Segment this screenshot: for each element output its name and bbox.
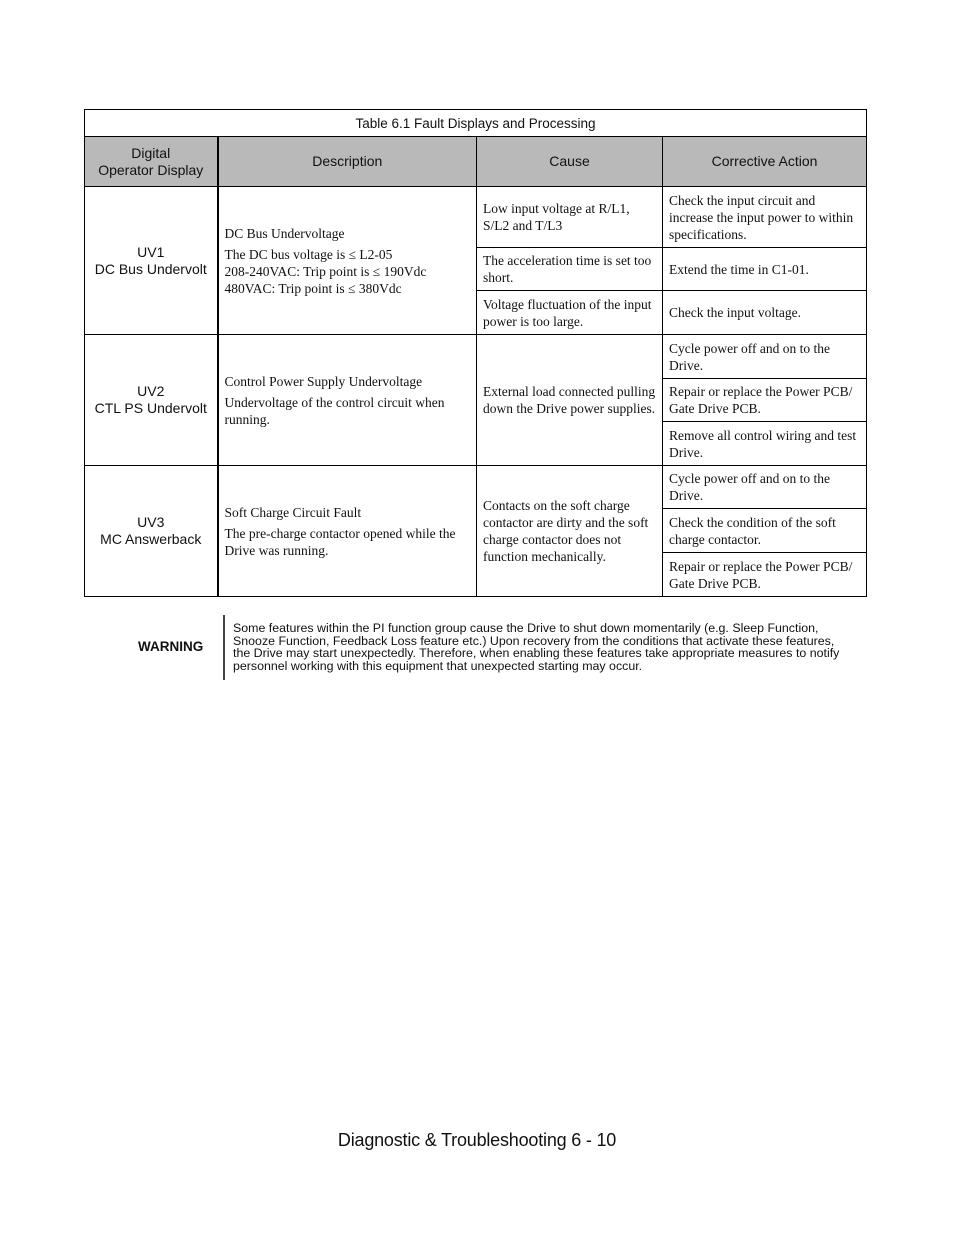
header-display-line1: Digital bbox=[131, 144, 171, 161]
fault-name: CTL PS Undervolt bbox=[94, 400, 207, 416]
fault-description-title: Soft Charge Circuit Fault bbox=[224, 504, 362, 520]
cause-cell: Voltage fluctuation of the input power is too large. bbox=[477, 291, 663, 335]
header-display-line2: Operator Display bbox=[98, 161, 204, 178]
action-cell: Cycle power off and on to the Drive. bbox=[663, 335, 867, 379]
warning-block bbox=[84, 615, 866, 680]
fault-display-cell bbox=[85, 335, 218, 466]
fault-description-line: 480VAC: Trip point is ≤ 380Vdc bbox=[224, 280, 402, 296]
fault-name: DC Bus Undervolt bbox=[94, 260, 207, 277]
fault-description-title: Control Power Supply Undervoltage bbox=[224, 373, 423, 389]
table-row bbox=[85, 335, 867, 379]
fault-description-cell bbox=[218, 335, 477, 466]
fault-description-text bbox=[225, 246, 471, 297]
action-cell: Cycle power off and on to the Drive. bbox=[663, 466, 867, 509]
fault-description-line: The DC bus voltage is ≤ L2-05 bbox=[224, 246, 393, 262]
page-footer: Diagnostic & Troubleshooting 6 - 10 bbox=[337, 1130, 617, 1150]
fault-name: MC Answerback bbox=[100, 531, 202, 547]
warning-label: WARNING bbox=[138, 639, 204, 654]
table-title: Table 6.1 Fault Displays and Processing bbox=[85, 110, 867, 137]
fault-description-line: Undervoltage of the control circuit when running. bbox=[224, 394, 445, 427]
action-cell: Extend the time in C1-01. bbox=[663, 248, 867, 291]
cause-cell: External load connected pulling down the Drive power supplies. bbox=[477, 335, 663, 466]
action-cell: Check the input voltage. bbox=[663, 291, 867, 335]
cause-cell: Low input voltage at R/L1, S/L2 and T/L3 bbox=[477, 187, 663, 248]
fault-description-line: 208-240VAC: Trip point is ≤ 190Vdc bbox=[224, 263, 427, 279]
action-cell: Check the condition of the soft charge contactor. bbox=[663, 509, 867, 553]
fault-description-cell bbox=[218, 187, 477, 335]
fault-code: UV1 bbox=[137, 243, 165, 260]
action-cell: Remove all control wiring and test Drive. bbox=[663, 422, 867, 466]
fault-displays-table bbox=[84, 109, 867, 597]
fault-description-cell bbox=[218, 466, 477, 597]
fault-code: UV2 bbox=[137, 383, 165, 399]
header-cause: Cause bbox=[477, 137, 663, 187]
fault-display-cell bbox=[85, 187, 218, 335]
header-description: Description bbox=[218, 137, 477, 187]
table-row bbox=[85, 187, 867, 248]
table-row bbox=[85, 466, 867, 509]
fault-display-cell bbox=[85, 466, 218, 597]
fault-code: UV3 bbox=[137, 514, 165, 530]
action-cell: Repair or replace the Power PCB/ Gate Drive PCB. bbox=[663, 379, 867, 422]
warning-divider bbox=[223, 615, 225, 680]
header-action: Corrective Action bbox=[663, 137, 867, 187]
action-cell: Repair or replace the Power PCB/ Gate Drive PCB. bbox=[663, 553, 867, 597]
fault-description-title: DC Bus Undervoltage bbox=[224, 225, 345, 241]
fault-description-line: The pre-charge contactor opened while the Drive was running. bbox=[224, 525, 456, 558]
header-display bbox=[85, 137, 218, 187]
action-cell: Check the input circuit and increase the input power to within specifications. bbox=[663, 187, 867, 248]
warning-text: Some features within the PI function group cause the Drive to shut down momentarily (e.g. Sleep Function, Snooze Function, Feedback Loss feature etc.) Upon recovery from the conditions that activate these features, the Drive may start unexpectedly. Therefore, when enabling these features take appropriate measures to notify personnel working with this equipment that unexpected starting may occur. bbox=[233, 621, 840, 673]
cause-cell: The acceleration time is set too short. bbox=[477, 248, 663, 291]
cause-cell: Contacts on the soft charge contactor are dirty and the soft charge contactor does not function mechanically. bbox=[477, 466, 663, 597]
